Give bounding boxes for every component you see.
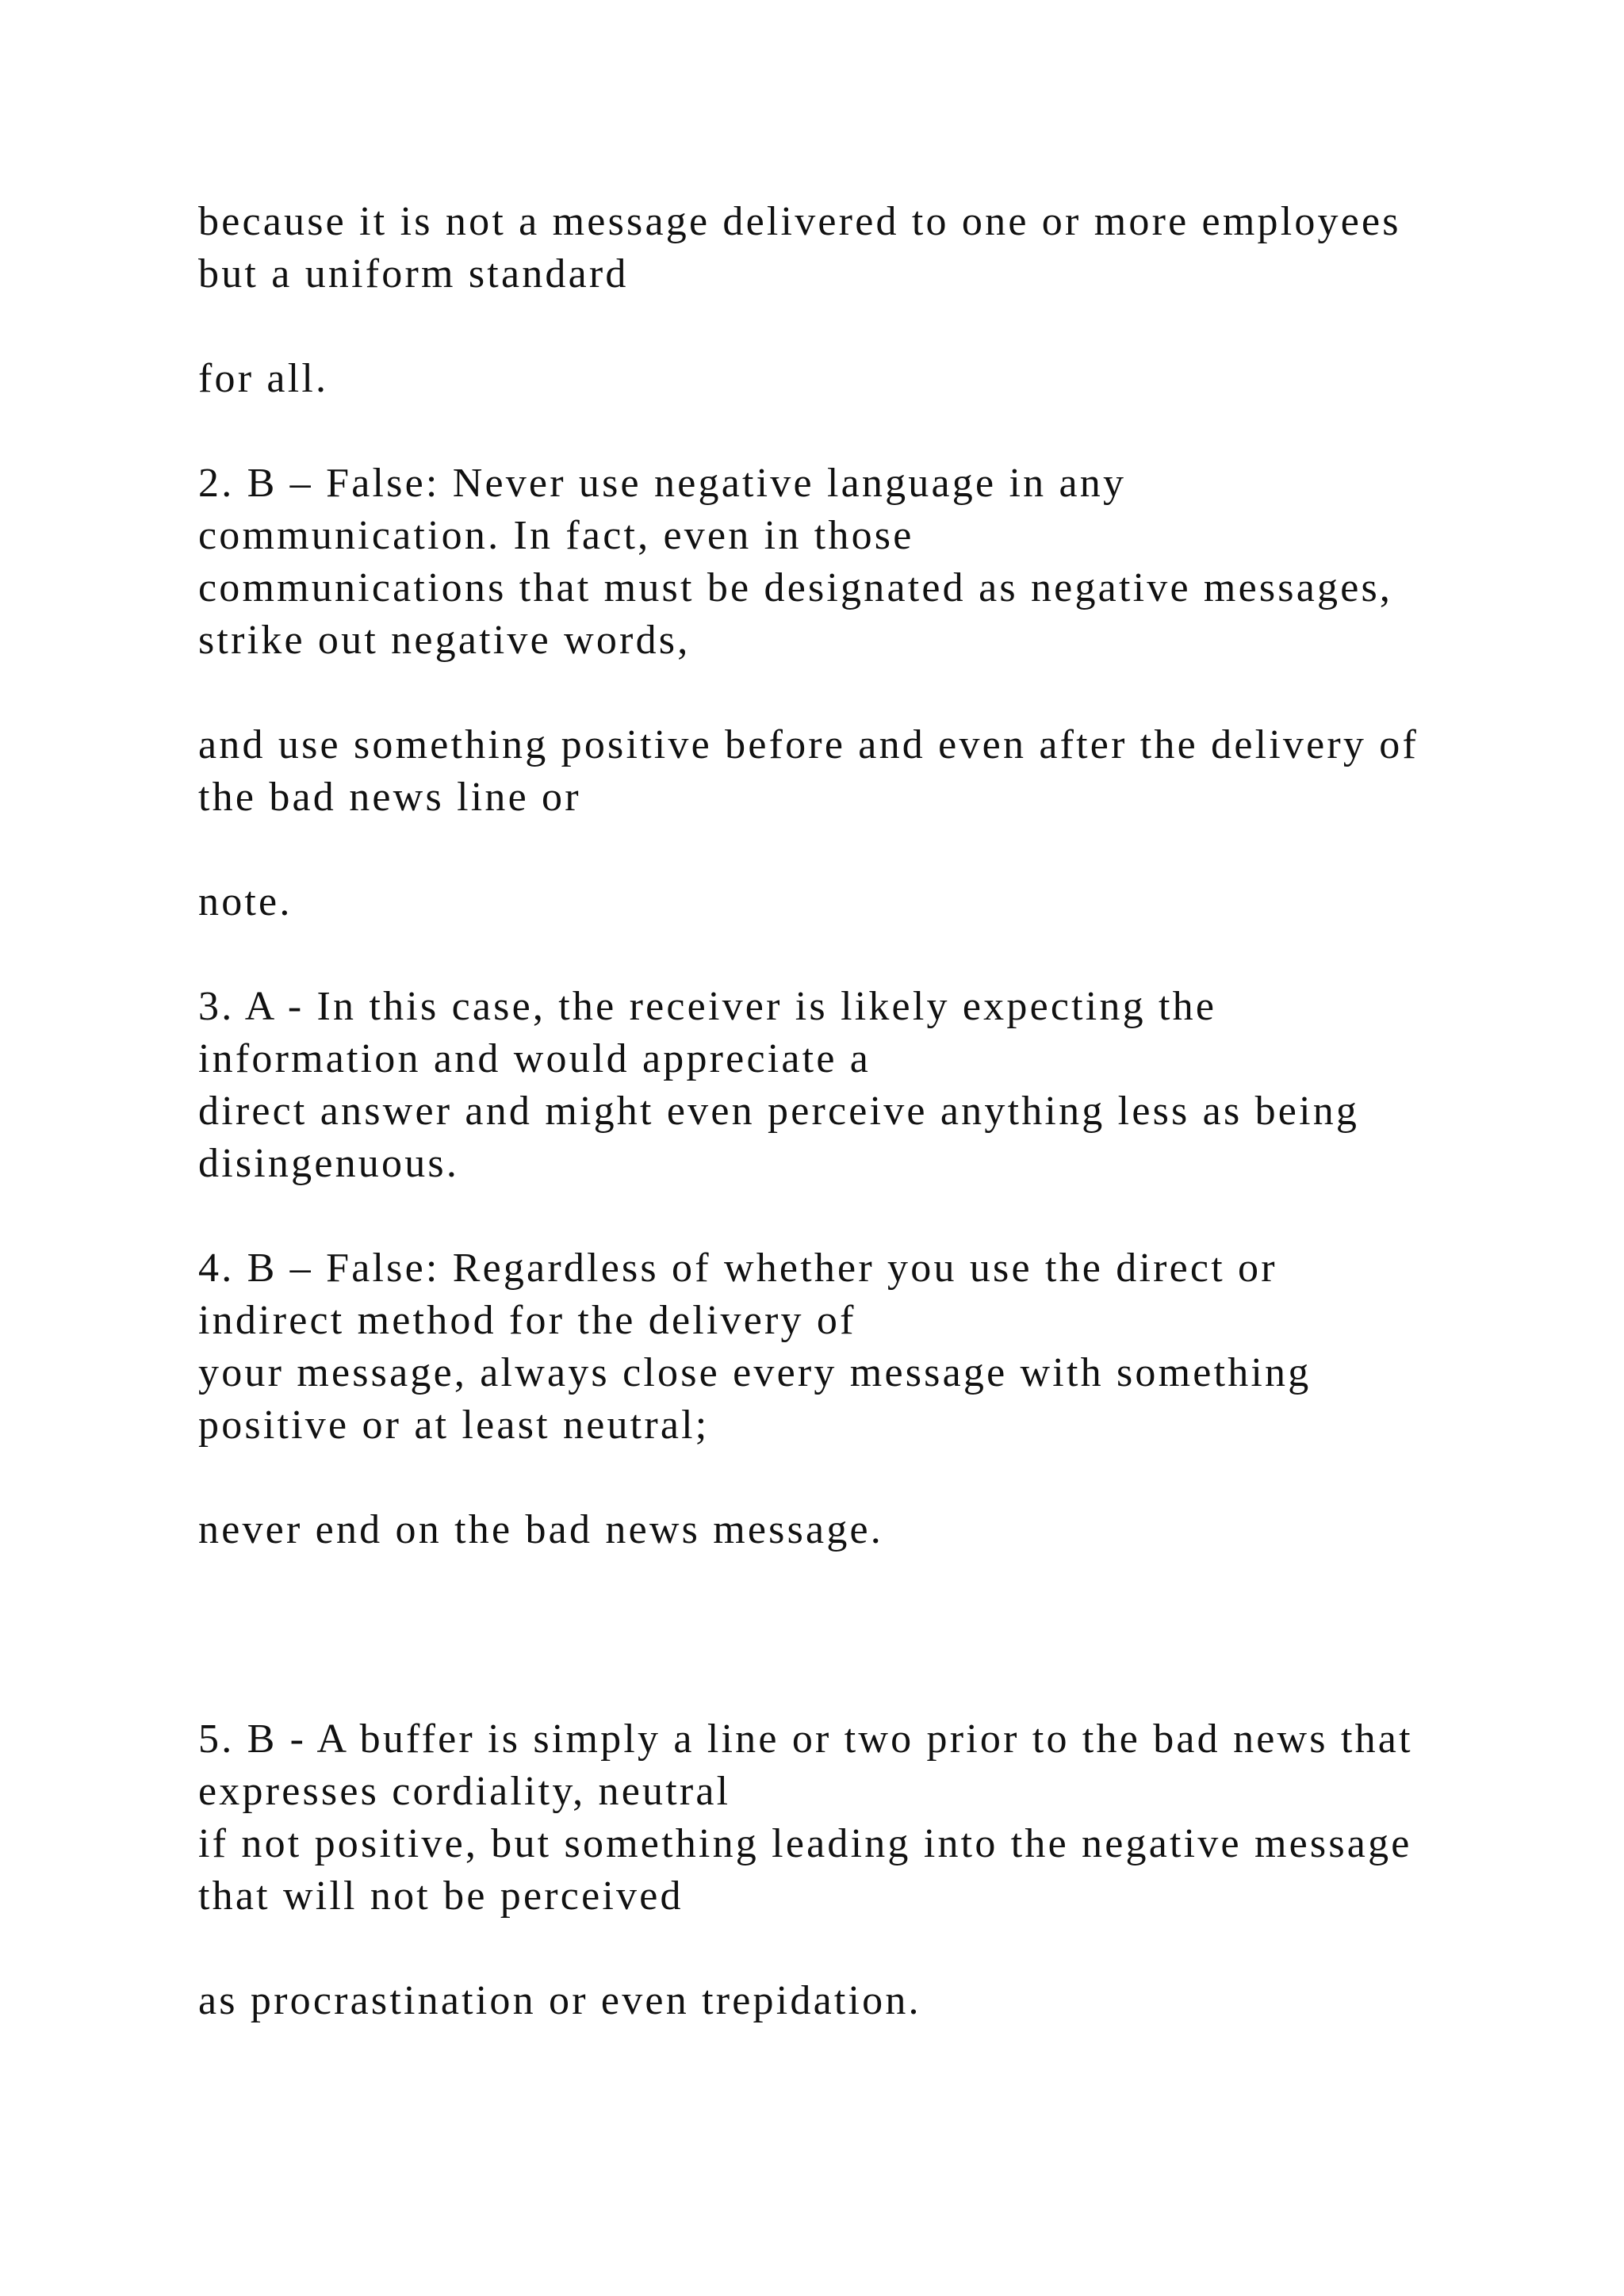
- text-line: if not positive, but something leading into the negative message: [198, 1821, 1412, 1866]
- text-line: positive or at least neutral;: [198, 1402, 710, 1448]
- text-line: the bad news line or: [198, 775, 581, 820]
- text-line: 2. B – False: Never use negative language in any: [198, 461, 1127, 506]
- text-line: for all.: [198, 356, 329, 401]
- text-line: information and would appreciate a: [198, 1036, 871, 1081]
- text-line: 4. B – False: Regardless of whether you use the direct or: [198, 1246, 1277, 1291]
- text-line: 3. A - In this case, the receiver is likely expecting the: [198, 984, 1217, 1029]
- text-line: but a uniform standard: [198, 251, 629, 297]
- text-line: never end on the bad news message.: [198, 1507, 883, 1552]
- text-line: as procrastination or even trepidation.: [198, 1978, 921, 2023]
- text-line: communications that must be designated as negative messages,: [198, 565, 1393, 610]
- text-line: that will not be perceived: [198, 1873, 684, 1919]
- text-line: your message, always close every message with something: [198, 1350, 1312, 1395]
- text-line: note.: [198, 879, 293, 924]
- text-line: direct answer and might even perceive anything less as being: [198, 1089, 1360, 1134]
- text-line: communication. In fact, even in those: [198, 513, 914, 558]
- text-line: expresses cordiality, neutral: [198, 1769, 731, 1814]
- text-line: and use something positive before and even after the delivery of: [198, 722, 1419, 767]
- text-line: 5. B - A buffer is simply a line or two prior to the bad news that: [198, 1716, 1413, 1762]
- text-line: strike out negative words,: [198, 618, 691, 663]
- text-line: disingenuous.: [198, 1141, 460, 1186]
- text-line: indirect method for the delivery of: [198, 1298, 856, 1343]
- text-line: because it is not a message delivered to one or more employees: [198, 199, 1401, 244]
